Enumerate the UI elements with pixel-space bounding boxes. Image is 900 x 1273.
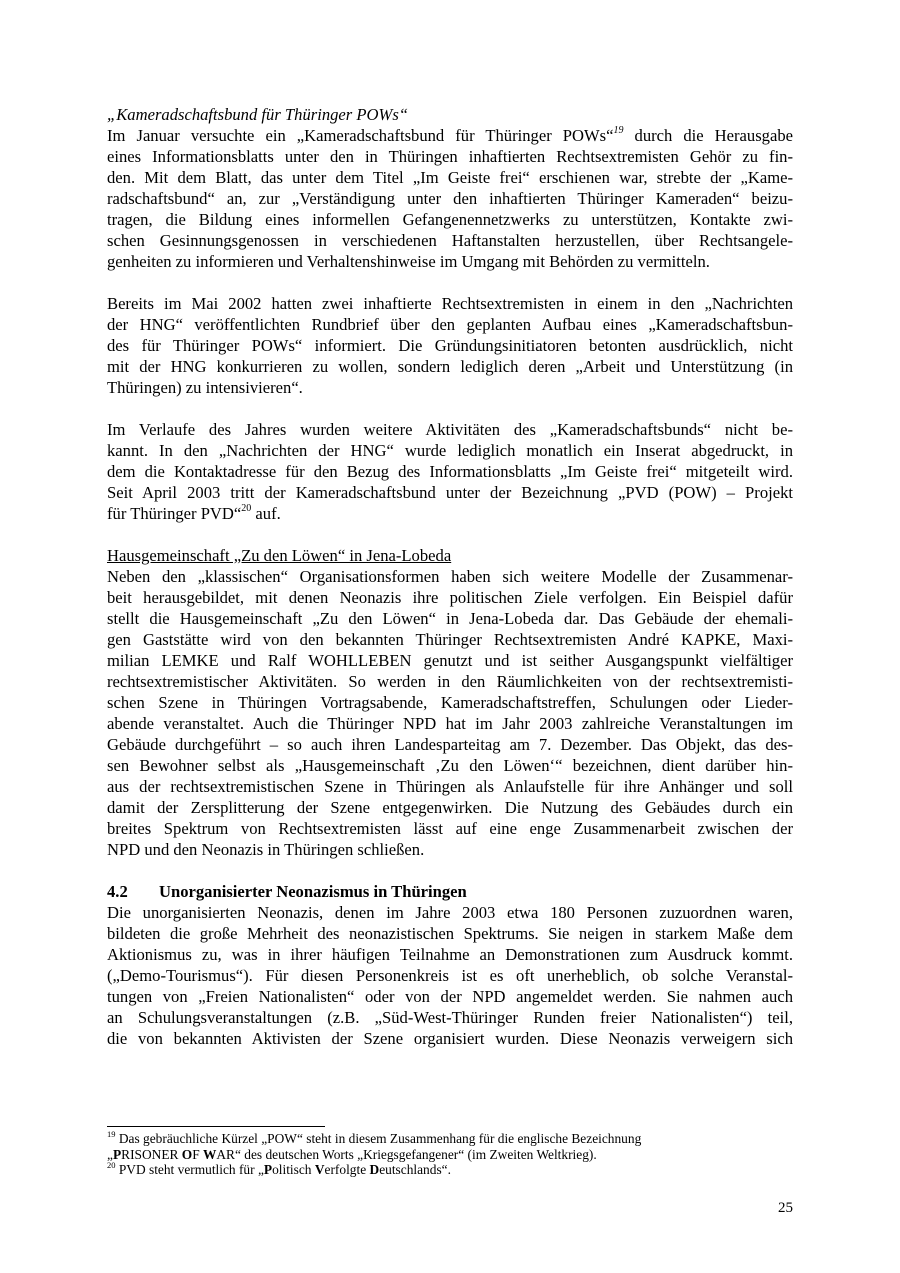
page-body xyxy=(107,104,793,1049)
subheading-kameradschaftsbund: „Kameradschaftsbund für Thüringer POWs“ xyxy=(107,105,409,124)
paragraph-line: NPD und den Neonazis in Thüringen schließen. xyxy=(107,840,425,859)
paragraph-line: Gebäude durchgeführt – so auch ihren Landesparteitag am 7. Dezember. Das Objekt, das des- xyxy=(107,735,793,754)
section-title: Unorganisierter Neonazismus in Thüringen xyxy=(159,882,467,901)
paragraph-line: mit der HNG konkurrieren zu wollen, sondern lediglich deren „Arbeit und Unterstützung (in xyxy=(107,357,793,376)
paragraph-2 xyxy=(107,293,793,398)
footnote-number: 19 xyxy=(107,1128,116,1139)
paragraph-line: radschaftsbund“ an, zur „Verständigung unter den inhaftierten Thüringer Kameraden“ beizu- xyxy=(107,189,793,208)
footnote-number: 20 xyxy=(107,1159,116,1170)
footnote-ref-20: 20 xyxy=(241,503,252,515)
paragraph-line: für Thüringer PVD“$^{20}$ auf. xyxy=(107,503,281,523)
section-heading-4-2 xyxy=(107,881,793,902)
paragraph-line: tungen von „Freien Nationalisten“ oder von der NPD angemeldet werden. Sie nahmen auch xyxy=(107,987,793,1006)
paragraph-line: des für Thüringer POWs“ informiert. Die Gründungsinitiatoren betonten ausdrücklich, nicht xyxy=(107,336,793,355)
paragraph-line: gen Gaststätte wird von den bekannten Thüringer Rechtsextremisten André KAPKE, Maxi- xyxy=(107,630,793,649)
footnote-19: $^{19}$ Das gebräuchliche Kürzel „POW“ steht in diesem Zusammenhang für die englische Bezeichnung xyxy=(107,1128,642,1146)
paragraph-line: den. Mit dem Blatt, das unter dem Titel „Im Geiste frei“ erschienen war, strebte der „Kame- xyxy=(107,168,793,187)
paragraph-line: damit der Zersplitterung der Szene entgegenwirken. Die Nutzung des Gebäudes durch ein xyxy=(107,798,793,817)
paragraph-3 xyxy=(107,419,793,524)
paragraph-line: an Schulungsveranstaltungen (z.B. „Süd-West-Thüringer Runden freier Nationalisten“) teil, xyxy=(107,1008,793,1027)
paragraph-line: die von bekannten Aktivisten der Szene organisiert wurden. Diese Neonazis verweigern sich xyxy=(107,1029,793,1048)
paragraph-line: tragen, die Bildung eines informellen Gefangenennetzwerks zu unterstützen, Kontakte zwi- xyxy=(107,210,793,229)
page-number: 25 xyxy=(778,1200,793,1216)
paragraph-line: Bereits im Mai 2002 hatten zwei inhaftierte Rechtsextremisten in einem in den „Nachrichten xyxy=(107,294,793,313)
paragraph-line: Thüringen) zu intensivieren“. xyxy=(107,378,303,397)
paragraph-line: stellt die Hausgemeinschaft „Zu den Löwen“ in Jena-Lobeda dar. Das Gebäude der ehemali- xyxy=(107,609,793,628)
footnotes xyxy=(107,1128,793,1178)
paragraph-1 xyxy=(107,125,793,272)
paragraph-line: („Demo-Tourismus“). Für diesen Personenkreis ist es oft unerheblich, ob solche Veranstal- xyxy=(107,966,793,985)
paragraph-5 xyxy=(107,902,793,1049)
paragraph-line: schen Gesinnungsgenossen in verschiedenen Haftanstalten herzustellen, über Rechtsangele- xyxy=(107,231,793,250)
paragraph-line: Neben den „klassischen“ Organisationsformen haben sich weitere Modelle der Zusammenar- xyxy=(107,567,793,586)
paragraph-line: eines Informationsblatts unter den in Thüringen inhaftierten Rechtsextremisten Gehör zu fin- xyxy=(107,147,793,166)
paragraph-line: Seit April 2003 tritt der Kameradschaftsbund unter der Bezeichnung „PVD (POW) – Projekt xyxy=(107,483,793,502)
section-number: 4.2 xyxy=(107,882,128,901)
paragraph-line: breites Spektrum von Rechtsextremisten lässt auf eine enge Zusammenarbeit zwischen der xyxy=(107,819,793,838)
paragraph-line: bildeten die große Mehrheit des neonazistischen Spektrums. Sie neigen in starkem Maße dem xyxy=(107,924,793,943)
footnote-divider xyxy=(107,1126,325,1127)
paragraph-line: milian LEMKE und Ralf WOHLLEBEN genutzt und ist seither Ausgangspunkt vielfältiger xyxy=(107,651,793,670)
paragraph-line: kannt. In den „Nachrichten der HNG“ wurde lediglich monatlich ein Inserat abgedruckt, in xyxy=(107,441,793,460)
paragraph-line: abende veranstaltet. Auch die Thüringer NPD hat im Jahr 2003 zahlreiche Veranstaltungen im xyxy=(107,714,793,733)
paragraph-line: Die unorganisierten Neonazis, denen im Jahre 2003 etwa 180 Personen zuzuordnen waren, xyxy=(107,903,793,922)
paragraph-line: dem die Kontaktadresse für den Bezug des Informationsblatts „Im Geiste frei“ mitgeteilt wird. xyxy=(107,462,793,481)
footnote-ref-19: 19 xyxy=(613,125,624,137)
paragraph-line: beit herausgebildet, mit denen Neonazis ihre politischen Ziele verfolgen. Ein Beispiel dafür xyxy=(107,588,793,607)
paragraph-line: aus der rechtsextremistischen Szene in Thüringen als Anlaufstelle für ihre Anhänger und soll xyxy=(107,777,793,796)
paragraph-line: Im Januar versuchte ein „Kameradschaftsbund für Thüringer POWs“$^{19}$ durch die Herausgabe xyxy=(107,125,793,145)
paragraph-line: genheiten zu informieren und Verhaltenshinweise im Umgang mit Behörden zu vermitteln. xyxy=(107,252,710,271)
footnote-19-continued: „PRISONER OF WAR“ des deutschen Worts „Kriegsgefangener“ (im Zweiten Weltkrieg). xyxy=(107,1146,597,1162)
paragraph-4 xyxy=(107,566,793,860)
paragraph-line: rechtsextremistischer Aktivitäten. So werden in den Räumlichkeiten von der rechtsextremisti- xyxy=(107,672,793,691)
subheading-hausgemeinschaft: Hausgemeinschaft „Zu den Löwen“ in Jena-Lobeda xyxy=(107,546,452,565)
paragraph-line: schen Szene in Thüringen Vortragsabende, Kameradschaftstreffen, Schulungen oder Lieder- xyxy=(107,693,793,712)
footnote-20: $^{20}$ PVD steht vermutlich für „Politisch Verfolgte Deutschlands“. xyxy=(107,1159,451,1177)
paragraph-line: Aktionismus zu, was in ihrer häufigen Teilnahme an Demonstrationen zum Ausdruck kommt. xyxy=(107,945,793,964)
paragraph-line: sen Bewohner selbst als „Hausgemeinschaft ‚Zu den Löwen‘“ bezeichnen, dient darüber hin- xyxy=(107,756,793,775)
paragraph-line: Im Verlaufe des Jahres wurden weitere Aktivitäten des „Kameradschaftsbunds“ nicht be- xyxy=(107,420,793,439)
paragraph-line: der HNG“ veröffentlichten Rundbrief über den geplanten Aufbau eines „Kameradschaftsbun- xyxy=(107,315,793,334)
